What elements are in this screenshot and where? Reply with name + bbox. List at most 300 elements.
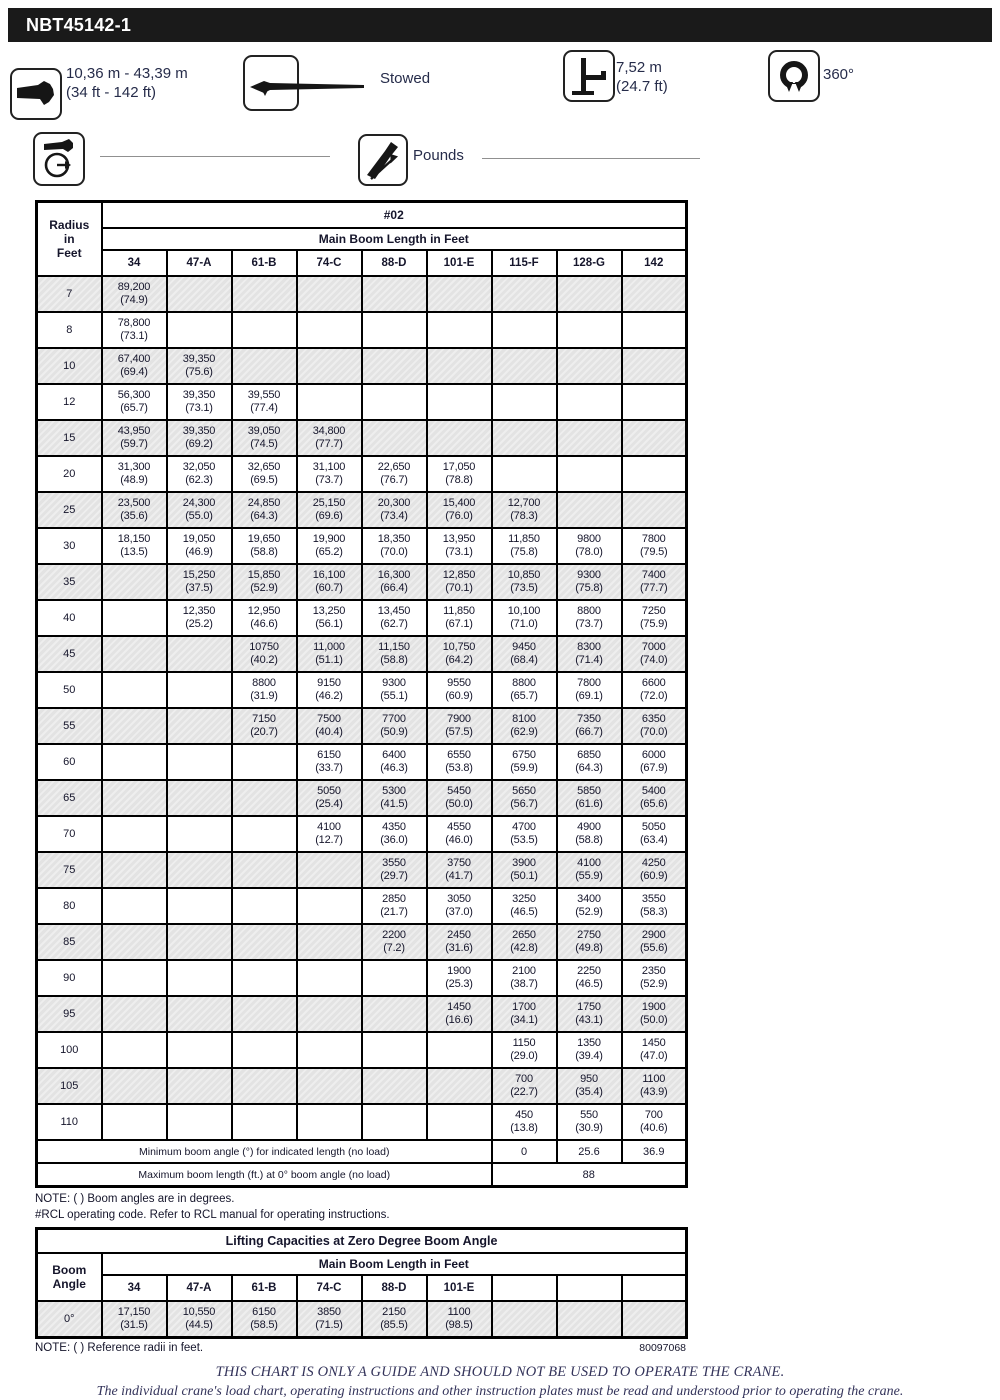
- capacity-cell: 10750 (40.2): [232, 636, 297, 672]
- pounds-label: Pounds: [413, 147, 464, 164]
- capacity-cell: [492, 1301, 557, 1338]
- max-boom-length-label: Maximum boom length (ft.) at 0° boom angle (no load): [37, 1163, 492, 1187]
- capacity-cell: [167, 672, 232, 708]
- capacity-cell: 3550 (29.7): [362, 852, 427, 888]
- capacity-cell: [492, 420, 557, 456]
- capacity-cell: 9550 (60.9): [427, 672, 492, 708]
- stowed-label: Stowed: [380, 70, 431, 87]
- capacity-cell: [297, 1068, 362, 1104]
- capacity-cell: 5450 (50.0): [427, 780, 492, 816]
- legend: [0, 42, 1000, 200]
- capacity-cell: 9300 (55.1): [362, 672, 427, 708]
- capacity-cell: 4100 (55.9): [557, 852, 622, 888]
- capacity-cell: [297, 312, 362, 348]
- capacity-cell: 6850 (64.3): [557, 744, 622, 780]
- capacity-cell: [102, 816, 167, 852]
- capacity-cell: 12,950 (46.6): [232, 600, 297, 636]
- capacity-cell: [167, 888, 232, 924]
- capacity-cell: 2250 (46.5): [557, 960, 622, 996]
- capacity-cell: 39,050 (74.5): [232, 420, 297, 456]
- capacity-cell: 34,800 (77.7): [297, 420, 362, 456]
- table-row: [37, 384, 687, 420]
- column-header: 47-A: [167, 1275, 232, 1301]
- capacity-cell: [167, 780, 232, 816]
- table-row: [37, 312, 687, 348]
- column-header: [557, 1275, 622, 1301]
- capacity-cell: 7900 (57.5): [427, 708, 492, 744]
- capacity-cell: [297, 888, 362, 924]
- capacity-cell: 31,100 (73.7): [297, 456, 362, 492]
- capacity-cell: [167, 636, 232, 672]
- capacity-cell: 5650 (56.7): [492, 780, 557, 816]
- capacity-cell: 6550 (53.8): [427, 744, 492, 780]
- capacity-cell: 6150 (58.5): [232, 1301, 297, 1338]
- capacity-cell: [167, 924, 232, 960]
- capacity-cell: [167, 1104, 232, 1140]
- table-row: [37, 708, 687, 744]
- capacity-cell: [102, 600, 167, 636]
- min-boom-angle-value: 25.6: [557, 1140, 622, 1163]
- boom-angle-cell: 0°: [37, 1301, 102, 1338]
- radius-cell: 60: [37, 744, 102, 780]
- capacity-cell: 2150 (85.5): [362, 1301, 427, 1338]
- table-row: [37, 672, 687, 708]
- capacity-cell: [297, 348, 362, 384]
- capacity-cell: 9300 (75.8): [557, 564, 622, 600]
- table-row: [37, 528, 687, 564]
- capacity-cell: 89,200 (74.9): [102, 276, 167, 312]
- capacity-cell: [167, 852, 232, 888]
- capacity-cell: [102, 852, 167, 888]
- capacity-cell: [427, 276, 492, 312]
- capacity-cell: [167, 708, 232, 744]
- rotation-360-icon: [768, 50, 820, 102]
- capacity-cell: [492, 276, 557, 312]
- column-header: 88-D: [362, 1275, 427, 1301]
- warning-text: THIS CHART IS ONLY A GUIDE AND SHOULD NOT BE USED TO OPERATE THE CRANE.: [215, 1364, 785, 1380]
- capacity-cell: 5050 (25.4): [297, 780, 362, 816]
- capacity-cell: 3550 (58.3): [622, 888, 687, 924]
- capacity-cell: 2650 (42.8): [492, 924, 557, 960]
- capacity-cell: 7350 (66.7): [557, 708, 622, 744]
- boom-clock-icon: [38, 137, 80, 181]
- capacity-cell: 9150 (46.2): [297, 672, 362, 708]
- capacity-cell: 17,150 (31.5): [102, 1301, 167, 1338]
- radius-cell: 20: [37, 456, 102, 492]
- capacity-cell: [622, 312, 687, 348]
- capacity-cell: 17,050 (78.8): [427, 456, 492, 492]
- capacity-cell: [492, 312, 557, 348]
- rotation-360-icon: [774, 56, 814, 96]
- capacity-cell: [167, 312, 232, 348]
- capacity-cell: 19,050 (46.9): [167, 528, 232, 564]
- capacity-cell: 67,400 (69.4): [102, 348, 167, 384]
- radius-cell: 25: [37, 492, 102, 528]
- radius-cell: 55: [37, 708, 102, 744]
- capacity-cell: 23,500 (35.6): [102, 492, 167, 528]
- capacity-cell: 11,150 (58.8): [362, 636, 427, 672]
- capacity-cell: [167, 996, 232, 1032]
- column-header: [492, 1275, 557, 1301]
- max-boom-length-row: [37, 1163, 687, 1187]
- capacity-cell: [362, 420, 427, 456]
- capacity-cell: [167, 960, 232, 996]
- column-header: 128-G: [557, 250, 622, 276]
- capacity-cell: [622, 456, 687, 492]
- capacity-cell: [167, 1032, 232, 1068]
- capacity-cell: [362, 1068, 427, 1104]
- capacity-cell: 11,850 (75.8): [492, 528, 557, 564]
- capacity-cell: [232, 1068, 297, 1104]
- clipped-disclaimer-text: The individual crane's load chart, operating instructions and other instruction plates must be read and understood prior to operating the crane.: [96, 1384, 904, 1399]
- doc-number: 80097068: [639, 1342, 686, 1354]
- capacity-cell: 3250 (46.5): [492, 888, 557, 924]
- boom-range-label: 10,36 m - 43,39 m (34 ft - 142 ft): [66, 65, 188, 101]
- capacity-cell: [297, 1104, 362, 1140]
- capacity-cell: [232, 996, 297, 1032]
- capacity-cell: [297, 960, 362, 996]
- capacity-cell: 6750 (59.9): [492, 744, 557, 780]
- capacity-cell: [232, 780, 297, 816]
- radius-cell: 10: [37, 348, 102, 384]
- capacity-cell: 15,850 (52.9): [232, 564, 297, 600]
- capacity-cell: 11,850 (67.1): [427, 600, 492, 636]
- capacity-cell: 2900 (55.6): [622, 924, 687, 960]
- capacity-cell: 32,650 (69.5): [232, 456, 297, 492]
- capacity-cell: 12,350 (25.2): [167, 600, 232, 636]
- capacity-cell: [167, 816, 232, 852]
- capacity-cell: 15,250 (37.5): [167, 564, 232, 600]
- capacity-cell: [232, 960, 297, 996]
- capacity-cell: 6400 (46.3): [362, 744, 427, 780]
- capacity-cell: [102, 780, 167, 816]
- capacity-cell: 8800 (31.9): [232, 672, 297, 708]
- capacity-cell: [427, 420, 492, 456]
- column-header: [622, 1275, 687, 1301]
- capacity-cell: [622, 420, 687, 456]
- column-header: 101-E: [427, 250, 492, 276]
- radius-cell: 35: [37, 564, 102, 600]
- capacity-cell: 1900 (25.3): [427, 960, 492, 996]
- column-header: 74-C: [297, 250, 362, 276]
- capacity-cell: 12,700 (78.3): [492, 492, 557, 528]
- capacity-cell: [232, 816, 297, 852]
- capacity-cell: [102, 924, 167, 960]
- column-header: 101-E: [427, 1275, 492, 1301]
- capacity-cell: 4900 (58.8): [557, 816, 622, 852]
- capacity-cell: [102, 960, 167, 996]
- capacity-cell: 1350 (39.4): [557, 1032, 622, 1068]
- capacity-cell: 19,900 (65.2): [297, 528, 362, 564]
- radius-cell: 80: [37, 888, 102, 924]
- capacity-cell: 2200 (7.2): [362, 924, 427, 960]
- capacity-cell: 7800 (79.5): [622, 528, 687, 564]
- radius-cell: 40: [37, 600, 102, 636]
- radius-cell: 65: [37, 780, 102, 816]
- capacity-cell: [102, 996, 167, 1032]
- capacity-cell: 56,300 (65.7): [102, 384, 167, 420]
- capacity-cell: [362, 1104, 427, 1140]
- capacity-cell: 15,400 (76.0): [427, 492, 492, 528]
- radius-cell: 70: [37, 816, 102, 852]
- boom-length-header: Main Boom Length in Feet: [102, 228, 687, 250]
- capacity-cell: 7400 (77.7): [622, 564, 687, 600]
- capacity-cell: [102, 1032, 167, 1068]
- capacity-cell: [362, 312, 427, 348]
- radius-cell: 50: [37, 672, 102, 708]
- rotation-label: 360°: [823, 66, 855, 83]
- radius-cell: 95: [37, 996, 102, 1032]
- boom-angle-header: Boom Angle: [37, 1253, 102, 1301]
- capacity-cell: [232, 888, 297, 924]
- table-row: [37, 996, 687, 1032]
- boom-clock-icon: [33, 132, 85, 186]
- capacity-cell: [362, 1032, 427, 1068]
- table-row: [37, 1104, 687, 1140]
- stowed-jib-boom-icon: [248, 77, 366, 97]
- capacity-cell: 3850 (71.5): [297, 1301, 362, 1338]
- capacity-cell: 3050 (37.0): [427, 888, 492, 924]
- capacity-cell: [297, 276, 362, 312]
- radius-cell: 7: [37, 276, 102, 312]
- radius-cell: 90: [37, 960, 102, 996]
- boom-length-icon: [14, 74, 58, 114]
- capacity-cell: 550 (30.9): [557, 1104, 622, 1140]
- capacity-cell: [427, 1068, 492, 1104]
- capacity-cell: [297, 384, 362, 420]
- table-row: [37, 1301, 687, 1338]
- capacity-cell: [167, 276, 232, 312]
- capacity-cell: [362, 276, 427, 312]
- capacity-cell: [427, 1032, 492, 1068]
- capacity-cell: 12,850 (70.1): [427, 564, 492, 600]
- capacity-cell: 6600 (72.0): [622, 672, 687, 708]
- min-boom-angle-label: Minimum boom angle (°) for indicated length (no load): [37, 1140, 492, 1163]
- capacity-cell: [232, 312, 297, 348]
- capacity-cell: [297, 996, 362, 1032]
- capacity-cell: [557, 312, 622, 348]
- capacity-cell: [622, 348, 687, 384]
- capacity-cell: 10,100 (71.0): [492, 600, 557, 636]
- column-header: 34: [102, 1275, 167, 1301]
- capacity-cell: [297, 852, 362, 888]
- zero-degree-table: [0, 1227, 1000, 1339]
- capacity-cell: 39,550 (77.4): [232, 384, 297, 420]
- capacity-cell: [297, 1032, 362, 1068]
- capacity-cell: 1450 (47.0): [622, 1032, 687, 1068]
- capacity-cell: [427, 312, 492, 348]
- capacity-cell: [492, 456, 557, 492]
- radius-cell: 100: [37, 1032, 102, 1068]
- capacity-cell: 8100 (62.9): [492, 708, 557, 744]
- capacity-cell: 3900 (50.1): [492, 852, 557, 888]
- jib-length-icon: [563, 50, 615, 102]
- table-row: [37, 564, 687, 600]
- table-row: [37, 852, 687, 888]
- capacity-cell: 4350 (36.0): [362, 816, 427, 852]
- capacity-cell: 1700 (34.1): [492, 996, 557, 1032]
- capacity-cell: 20,300 (73.4): [362, 492, 427, 528]
- footnote-row: [35, 1342, 686, 1354]
- column-header: 61-B: [232, 250, 297, 276]
- capacity-cell: 4100 (12.7): [297, 816, 362, 852]
- capacity-cell: 450 (13.8): [492, 1104, 557, 1140]
- capacity-cell: 7800 (69.1): [557, 672, 622, 708]
- table-row: [37, 348, 687, 384]
- radius-cell: 8: [37, 312, 102, 348]
- capacity-cell: [557, 492, 622, 528]
- capacity-cell: 1100 (43.9): [622, 1068, 687, 1104]
- capacity-cell: 9450 (68.4): [492, 636, 557, 672]
- capacity-cell: 10,750 (64.2): [427, 636, 492, 672]
- capacity-cell: 13,450 (62.7): [362, 600, 427, 636]
- capacity-cell: 2100 (38.7): [492, 960, 557, 996]
- capacity-cell: 1750 (43.1): [557, 996, 622, 1032]
- pounds-capacity-icon: [358, 134, 408, 186]
- capacity-cell: 24,300 (55.0): [167, 492, 232, 528]
- capacity-cell: 1150 (29.0): [492, 1032, 557, 1068]
- capacity-cell: 13,250 (56.1): [297, 600, 362, 636]
- capacity-cell: [102, 888, 167, 924]
- capacity-cell: 1450 (16.6): [427, 996, 492, 1032]
- note-boom-angles: NOTE: ( ) Boom angles are in degrees.: [35, 1193, 235, 1205]
- capacity-cell: [362, 960, 427, 996]
- capacity-cell: 39,350 (75.6): [167, 348, 232, 384]
- capacity-cell: [557, 384, 622, 420]
- capacity-cell: 19,650 (58.8): [232, 528, 297, 564]
- capacity-cell: [102, 744, 167, 780]
- capacity-cell: 6150 (33.7): [297, 744, 362, 780]
- capacity-cell: 1100 (98.5): [427, 1301, 492, 1338]
- table-row: [37, 1068, 687, 1104]
- table-row: [37, 780, 687, 816]
- capacity-cell: [427, 348, 492, 384]
- table-row: [37, 456, 687, 492]
- note-reference-radii: NOTE: ( ) Reference radii in feet.: [35, 1342, 204, 1354]
- capacity-cell: 5400 (65.6): [622, 780, 687, 816]
- capacity-cell: 9800 (78.0): [557, 528, 622, 564]
- radius-cell: 75: [37, 852, 102, 888]
- table-row: [37, 636, 687, 672]
- document-title-bar: [8, 8, 992, 42]
- divider-line: [482, 158, 700, 159]
- capacity-cell: [492, 348, 557, 384]
- capacity-cell: [427, 1104, 492, 1140]
- capacity-cell: 78,800 (73.1): [102, 312, 167, 348]
- capacity-cell: 4250 (60.9): [622, 852, 687, 888]
- column-header: 88-D: [362, 250, 427, 276]
- main-load-table: [0, 200, 1000, 1188]
- capacity-cell: [557, 1301, 622, 1338]
- radius-cell: 110: [37, 1104, 102, 1140]
- capacity-cell: [167, 1068, 232, 1104]
- capacity-cell: [492, 384, 557, 420]
- capacity-cell: 7500 (40.4): [297, 708, 362, 744]
- capacity-cell: [427, 384, 492, 420]
- capacity-cell: 4700 (53.5): [492, 816, 557, 852]
- capacity-cell: 13,950 (73.1): [427, 528, 492, 564]
- capacity-cell: 16,300 (66.4): [362, 564, 427, 600]
- capacity-cell: [167, 744, 232, 780]
- capacity-cell: 700 (40.6): [622, 1104, 687, 1140]
- capacity-cell: 2850 (21.7): [362, 888, 427, 924]
- radius-cell: 105: [37, 1068, 102, 1104]
- boom-length-header: Main Boom Length in Feet: [102, 1253, 687, 1275]
- radius-cell: 30: [37, 528, 102, 564]
- capacity-cell: [622, 276, 687, 312]
- divider-line: [100, 156, 330, 157]
- min-boom-angle-value: 36.9: [622, 1140, 687, 1163]
- min-boom-angle-value: 0: [492, 1140, 557, 1163]
- rcl-code-header: #02: [102, 202, 687, 229]
- radius-header: Radius in Feet: [37, 202, 102, 277]
- table-row: [37, 600, 687, 636]
- capacity-cell: [232, 1104, 297, 1140]
- capacity-cell: [102, 1068, 167, 1104]
- pounds-capacity-icon: [363, 139, 403, 181]
- capacity-cell: 25,150 (69.6): [297, 492, 362, 528]
- capacity-cell: 10,850 (73.5): [492, 564, 557, 600]
- radius-cell: 45: [37, 636, 102, 672]
- radius-cell: 85: [37, 924, 102, 960]
- capacity-cell: 31,300 (48.9): [102, 456, 167, 492]
- table-row: [37, 420, 687, 456]
- radius-cell: 12: [37, 384, 102, 420]
- capacity-cell: [622, 492, 687, 528]
- capacity-cell: [557, 348, 622, 384]
- capacity-cell: [557, 420, 622, 456]
- capacity-cell: 7700 (50.9): [362, 708, 427, 744]
- min-boom-angle-row: [37, 1140, 687, 1163]
- capacity-cell: 39,350 (73.1): [167, 384, 232, 420]
- note-rcl: #RCL operating code. Refer to RCL manual for operating instructions.: [35, 1208, 390, 1221]
- capacity-cell: 3750 (41.7): [427, 852, 492, 888]
- column-header: 34: [102, 250, 167, 276]
- column-header: 61-B: [232, 1275, 297, 1301]
- capacity-cell: 7000 (74.0): [622, 636, 687, 672]
- max-boom-length-value: 88: [492, 1163, 687, 1187]
- capacity-cell: [102, 708, 167, 744]
- capacity-cell: 1900 (50.0): [622, 996, 687, 1032]
- table-row: [37, 744, 687, 780]
- capacity-cell: 7150 (20.7): [232, 708, 297, 744]
- capacity-cell: [232, 348, 297, 384]
- radius-cell: 15: [37, 420, 102, 456]
- capacity-cell: 32,050 (62.3): [167, 456, 232, 492]
- table-row: [37, 816, 687, 852]
- capacity-cell: [102, 672, 167, 708]
- capacity-cell: 5850 (61.6): [557, 780, 622, 816]
- column-header: 47-A: [167, 250, 232, 276]
- capacity-cell: 6350 (70.0): [622, 708, 687, 744]
- capacity-cell: [557, 276, 622, 312]
- capacity-cell: 18,350 (70.0): [362, 528, 427, 564]
- capacity-cell: [362, 384, 427, 420]
- column-header: 74-C: [297, 1275, 362, 1301]
- capacity-cell: 8800 (73.7): [557, 600, 622, 636]
- table-row: [37, 492, 687, 528]
- capacity-cell: [102, 564, 167, 600]
- capacity-cell: 5300 (41.5): [362, 780, 427, 816]
- capacity-cell: 8300 (71.4): [557, 636, 622, 672]
- capacity-cell: 18,150 (13.5): [102, 528, 167, 564]
- capacity-cell: 10,550 (44.5): [167, 1301, 232, 1338]
- capacity-cell: [102, 636, 167, 672]
- capacity-cell: [102, 1104, 167, 1140]
- capacity-cell: 39,350 (69.2): [167, 420, 232, 456]
- table-row: [37, 1032, 687, 1068]
- capacity-cell: 2750 (49.8): [557, 924, 622, 960]
